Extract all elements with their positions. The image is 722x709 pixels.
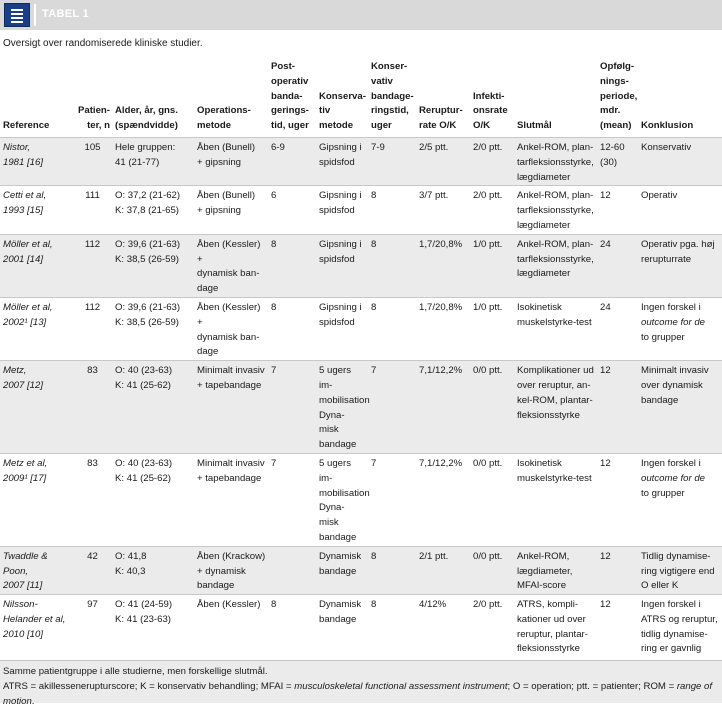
- table-header-bar: [0, 0, 722, 30]
- column-header-conservative-bandage-time: Konser- vativ bandage- ringstid, uger: [371, 61, 414, 132]
- cell-followup-period: 12: [600, 190, 611, 202]
- cell-conclusion: Operativ: [641, 190, 678, 202]
- cell-reference: Twaddle & Poon, 2007 [11]: [3, 550, 48, 592]
- column-header-conclusion: Konklusion: [641, 120, 694, 132]
- cell-endpoint: Isokinetisk muskelstyrke-test: [517, 301, 592, 328]
- column-header-operation-method: Operations- metode: [197, 105, 251, 132]
- cell-reference: Nistor, 1981 [16]: [3, 141, 44, 168]
- cell-conservative-bandage-time: 8: [371, 599, 377, 611]
- column-header-patients: Patien- ter, n: [78, 105, 110, 132]
- cell-reference: Möller et al, 2001 [14]: [3, 238, 53, 265]
- cell-patients: 83: [87, 365, 98, 377]
- cell-rerupture-rate: 1,7/20,8%: [419, 238, 463, 250]
- cell-reference: Metz et al, 2009¹ [17]: [3, 457, 48, 484]
- cell-patients: 42: [87, 550, 98, 562]
- cell-patients: 112: [84, 301, 101, 313]
- cell-conservative-bandage-time: 8: [371, 550, 377, 562]
- cell-endpoint: Isokinetisk muskelstyrke-test: [517, 457, 592, 484]
- cell-operation-method: Åben (Bunell) + gipsning: [197, 141, 256, 168]
- cell-followup-period: 24: [600, 301, 611, 313]
- cell-rerupture-rate: 7,1/12,2%: [419, 365, 463, 377]
- cell-infection-rate: 1/0 ptt.: [473, 238, 503, 250]
- column-header-followup-period: Opfølg- nings- periode, mdr. (mean): [600, 61, 638, 132]
- cell-conclusion: Ingen forskel i ATRS og reruptur, tidlig dynamise- ring er gavnlig: [641, 599, 718, 655]
- cell-reference: Nilsson- Helander et al, 2010 [10]: [3, 599, 66, 640]
- cell-postop-bandage-time: 8: [271, 301, 277, 313]
- cell-postop-bandage-time: 8: [271, 599, 277, 611]
- column-header-endpoint: Slutmål: [517, 120, 552, 132]
- cell-postop-bandage-time: 7: [271, 365, 277, 377]
- cell-age: O: 41,8 K: 40,3: [115, 550, 147, 577]
- cell-followup-period: 12: [600, 550, 611, 562]
- cell-conclusion: Operativ pga. høj rerupturrate: [641, 238, 715, 265]
- cell-rerupture-rate: 1,7/20,8%: [419, 301, 463, 313]
- cell-reference: Cetti et al, 1993 [15]: [3, 190, 47, 217]
- cell-patients: 111: [85, 190, 100, 202]
- cell-conservative-method: Dynamisk bandage: [319, 599, 362, 625]
- cell-age: O: 39,6 (21-63) K: 38,5 (26-59): [115, 301, 181, 328]
- table-title: TABEL 1: [42, 8, 89, 20]
- column-header-infection-rate: Infekti- onsrate O/K: [473, 90, 508, 132]
- cell-conclusion: Minimalt invasiv over dynamisk bandage: [641, 365, 709, 406]
- cell-followup-period: 12: [600, 365, 611, 377]
- cell-infection-rate: 0/0 ptt.: [473, 457, 503, 469]
- cell-postop-bandage-time: 6: [271, 190, 277, 202]
- cell-endpoint: Ankel-ROM, plan- tarfleksionsstyrke, lægdiameter: [517, 190, 594, 231]
- cell-rerupture-rate: 2/5 ptt.: [419, 141, 449, 153]
- cell-rerupture-rate: 7,1/12,2%: [419, 457, 463, 469]
- cell-postop-bandage-time: 6-9: [271, 141, 285, 153]
- cell-operation-method: Åben (Kessler): [197, 599, 261, 611]
- table-footnotes: [0, 660, 722, 707]
- cell-infection-rate: 0/0 ptt.: [473, 550, 503, 562]
- column-header-reference: Reference: [3, 120, 50, 132]
- cell-conservative-method: Dynamisk bandage: [319, 550, 362, 577]
- cell-patients: 105: [84, 141, 101, 153]
- table-row: [0, 186, 722, 234]
- cell-operation-method: Åben (Bunell) + gipsning: [197, 190, 256, 217]
- cell-infection-rate: 2/0 ptt.: [473, 190, 503, 202]
- cell-followup-period: 12: [600, 457, 611, 469]
- table-row: [0, 137, 722, 185]
- cell-conservative-method: Gipsning i spidsfod: [319, 238, 362, 265]
- table-row: [0, 361, 722, 454]
- cell-patients: 97: [87, 599, 98, 611]
- column-header-postop-bandage-time: Post- operativ banda- gerings- tid, uger: [271, 61, 309, 132]
- cell-conservative-method: 5 ugers im- mobilisation Dyna- misk bandage: [319, 365, 370, 451]
- cell-rerupture-rate: 4/12%: [419, 599, 447, 611]
- cell-age: O: 40 (23-63) K: 41 (25-62): [115, 365, 173, 391]
- cell-conservative-method: Gipsning i spidsfod: [319, 190, 362, 217]
- footnote-abbreviations: ATRS = akillessenerupturscore; K = konservativ behandling; MFAI = musculoskeletal functional assessment instrument; O = operation; ptt. = patienter; ROM = range of motion.: [3, 681, 713, 707]
- column-header-rerupture-rate: Reruptur- rate O/K: [419, 105, 463, 132]
- header-row: [0, 60, 722, 137]
- cell-followup-period: 12-60 (30): [600, 141, 625, 168]
- table-row: [0, 234, 722, 297]
- table-row: [0, 453, 722, 546]
- cell-conservative-bandage-time: 7: [371, 457, 377, 469]
- cell-conservative-method: Gipsning i spidsfod: [319, 141, 362, 168]
- cell-conclusion: Ingen forskel i outcome for de to grupper: [641, 301, 705, 343]
- cell-followup-period: 12: [600, 599, 611, 611]
- cell-infection-rate: 0/0 ptt.: [473, 365, 503, 377]
- cell-endpoint: ATRS, kompli- kationer ud over reruptur, plantar- fleksionsstyrke: [517, 599, 588, 655]
- cell-conservative-method: 5 ugers im- mobilisation Dyna- misk bandage: [319, 457, 370, 543]
- table-row: [0, 297, 722, 360]
- studies-table: [0, 60, 722, 657]
- cell-patients: 112: [84, 238, 101, 250]
- cell-infection-rate: 1/0 ptt.: [473, 301, 503, 313]
- cell-conservative-bandage-time: 7-9: [371, 141, 385, 153]
- cell-operation-method: Minimalt invasiv + tapebandage: [197, 365, 265, 391]
- cell-rerupture-rate: 2/1 ptt.: [419, 550, 449, 562]
- cell-infection-rate: 2/0 ptt.: [473, 141, 503, 153]
- cell-conclusion: Ingen forskel i outcome for de to grupper: [641, 457, 705, 499]
- table-caption: Oversigt over randomiserede kliniske studier.: [3, 38, 203, 49]
- cell-age: Hele gruppen: 41 (21-77): [115, 141, 176, 168]
- cell-endpoint: Komplikationer ud over reruptur, an- kel-ROM, plantar- fleksionsstyrke: [517, 365, 594, 421]
- column-header-conservative-method: Konserva- tiv metode: [319, 90, 366, 132]
- cell-endpoint: Ankel-ROM, plan- tarfleksionsstyrke, lægdiameter: [517, 238, 594, 280]
- cell-postop-bandage-time: 7: [271, 457, 277, 469]
- table-icon: [4, 3, 30, 27]
- cell-age: O: 41 (24-59) K: 41 (23-63): [115, 599, 173, 625]
- cell-reference: Metz, 2007 [12]: [3, 365, 44, 391]
- cell-postop-bandage-time: [268, 546, 316, 594]
- cell-operation-method: Åben (Krackow) + dynamisk bandage: [197, 550, 266, 592]
- cell-operation-method: Åben (Kessler) + dynamisk ban- dage: [197, 301, 261, 358]
- cell-infection-rate: 2/0 ptt.: [473, 599, 503, 611]
- cell-age: O: 37,2 (21-62) K: 37,8 (21-65): [115, 190, 181, 217]
- cell-endpoint: Ankel-ROM, plan- tarfleksionsstyrke, lægdiameter: [517, 141, 594, 183]
- footnote-1: Samme patientgruppe i alle studierne, men forskellige slutmål.: [3, 666, 268, 677]
- cell-conclusion: Konservativ: [641, 141, 692, 153]
- cell-postop-bandage-time: 8: [271, 238, 277, 250]
- cell-conservative-bandage-time: 7: [371, 365, 377, 377]
- cell-reference: Möller et al, 2002¹ [13]: [3, 301, 53, 328]
- cell-endpoint: Ankel-ROM, lægdiameter, MFAI-score: [517, 550, 573, 592]
- cell-rerupture-rate: 3/7 ptt.: [419, 190, 449, 202]
- cell-conservative-method: Gipsning i spidsfod: [319, 301, 362, 328]
- cell-conservative-bandage-time: 8: [371, 190, 377, 202]
- cell-conservative-bandage-time: 8: [371, 238, 377, 250]
- cell-age: O: 40 (23-63) K: 41 (25-62): [115, 457, 173, 484]
- header-divider: [34, 4, 36, 26]
- cell-followup-period: 24: [600, 238, 611, 250]
- column-header-age: Alder, år, gns. (spændvidde): [115, 105, 178, 132]
- cell-conservative-bandage-time: 8: [371, 301, 377, 313]
- table-row: [0, 595, 722, 658]
- cell-patients: 83: [87, 457, 98, 469]
- table-row: [0, 546, 722, 594]
- cell-operation-method: Minimalt invasiv + tapebandage: [197, 457, 265, 484]
- cell-age: O: 39,6 (21-63) K: 38,5 (26-59): [115, 238, 181, 265]
- cell-conclusion: Tidlig dynamise- ring vigtigere end O eller K: [641, 550, 715, 592]
- cell-operation-method: Åben (Kessler) + dynamisk ban- dage: [197, 238, 261, 295]
